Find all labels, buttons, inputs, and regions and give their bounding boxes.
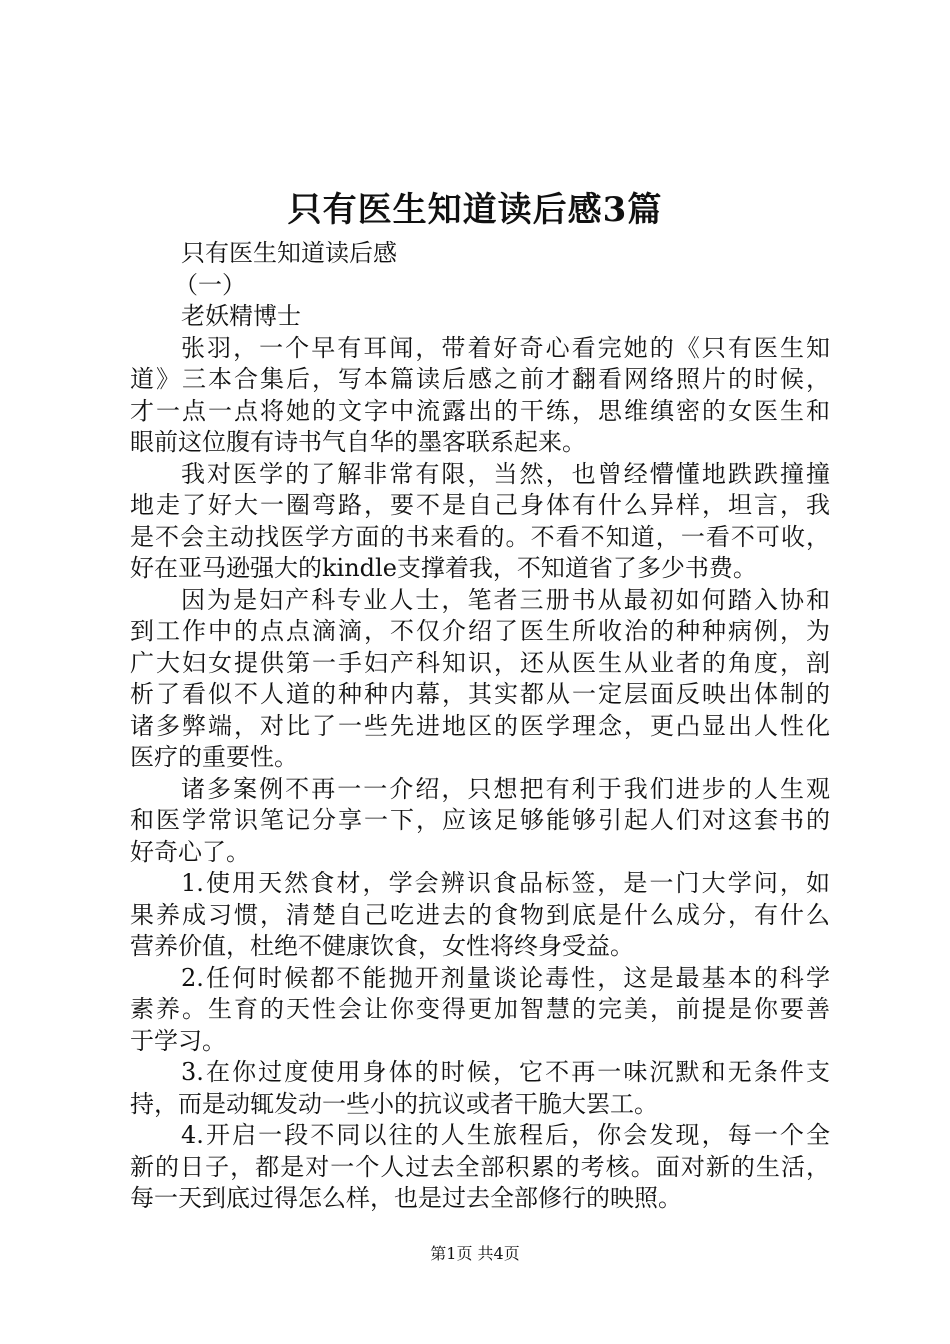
text-line: 因为是妇产科专业人士，笔者三册书从最初如何踏入协和: [181, 585, 830, 614]
text-line: （一）: [174, 270, 246, 299]
text-line: 医疗的重要性。: [130, 743, 298, 771]
document-title: 只有医生知道读后感3篇: [287, 190, 663, 230]
document-body: [130, 238, 830, 1215]
text-line: 营养价值，杜绝不健康饮食，女性将终身受益。: [130, 932, 634, 960]
text-line: 持，而是动辄发动一些小的抗议或者干脆大罢工。: [130, 1089, 658, 1118]
text-line: 好在亚马逊强大的kindle支撑着我，不知道省了多少书费。: [130, 554, 757, 582]
text-line: 张羽，一个早有耳闻，带着好奇心看完她的《只有医生知: [181, 333, 830, 362]
text-line: 我对医学的了解非常有限，当然，也曾经懵懂地跌跌撞撞: [181, 459, 830, 488]
text-line: 才一点一点将她的文字中流露出的干练，思维缜密的女医生和: [130, 396, 830, 425]
text-line: 和医学常识笔记分享一下，应该足够能够引起人们对这套书的: [130, 806, 830, 834]
text-line: 诸多弊端，对比了一些先进地区的医学理念，更凸显出人性化: [130, 711, 830, 740]
text-line: 素养。生育的天性会让你变得更加智慧的完美，前提是你要善: [130, 995, 830, 1023]
text-line: 道》三本合集后，写本篇读后感之前才翻看网络照片的时候，: [130, 365, 830, 393]
text-line: 于学习。: [130, 1026, 226, 1055]
text-line: 眼前这位腹有诗书气自华的墨客联系起来。: [130, 428, 586, 456]
text-line: 4.开启一段不同以往的人生旅程后，你会发现，每一个全: [181, 1121, 830, 1149]
page-footer: 第1页 共4页: [430, 1244, 520, 1263]
text-line: 1.使用天然食材，学会辨识食品标签，是一门大学问，如: [181, 869, 830, 897]
text-line: 老妖精博士: [181, 302, 301, 330]
text-line: 地走了好大一圈弯路，要不是自己身体有什么异样，坦言，我: [130, 491, 830, 519]
text-line: 每一天到底过得怎么样，也是过去全部修行的映照。: [130, 1184, 682, 1212]
text-line: 诸多案例不再一一介绍，只想把有利于我们进步的人生观: [181, 774, 830, 803]
text-line: 广大妇女提供第一手妇产科知识，还从医生从业者的角度，剖: [130, 648, 830, 677]
text-line: 到工作中的点点滴滴，不仅介绍了医生所收治的种种病例，为: [130, 617, 830, 645]
text-line: 只有医生知道读后感: [181, 239, 397, 267]
text-line: 果养成习惯，清楚自己吃进去的食物到底是什么成分，有什么: [130, 900, 830, 929]
text-line: 2.任何时候都不能抛开剂量谈论毒性，这是最基本的科学: [181, 963, 830, 992]
text-line: 是不会主动找医学方面的书来看的。不看不知道，一看不可收，: [130, 522, 830, 551]
text-line: 好奇心了。: [130, 837, 250, 866]
text-line: 析了看似不人道的种种内幕，其实都从一定层面反映出体制的: [130, 680, 830, 708]
text-line: 新的日子，都是对一个人过去全部积累的考核。面对新的生活，: [130, 1152, 830, 1181]
text-line: 3.在你过度使用身体的时候，它不再一味沉默和无条件支: [181, 1058, 830, 1086]
